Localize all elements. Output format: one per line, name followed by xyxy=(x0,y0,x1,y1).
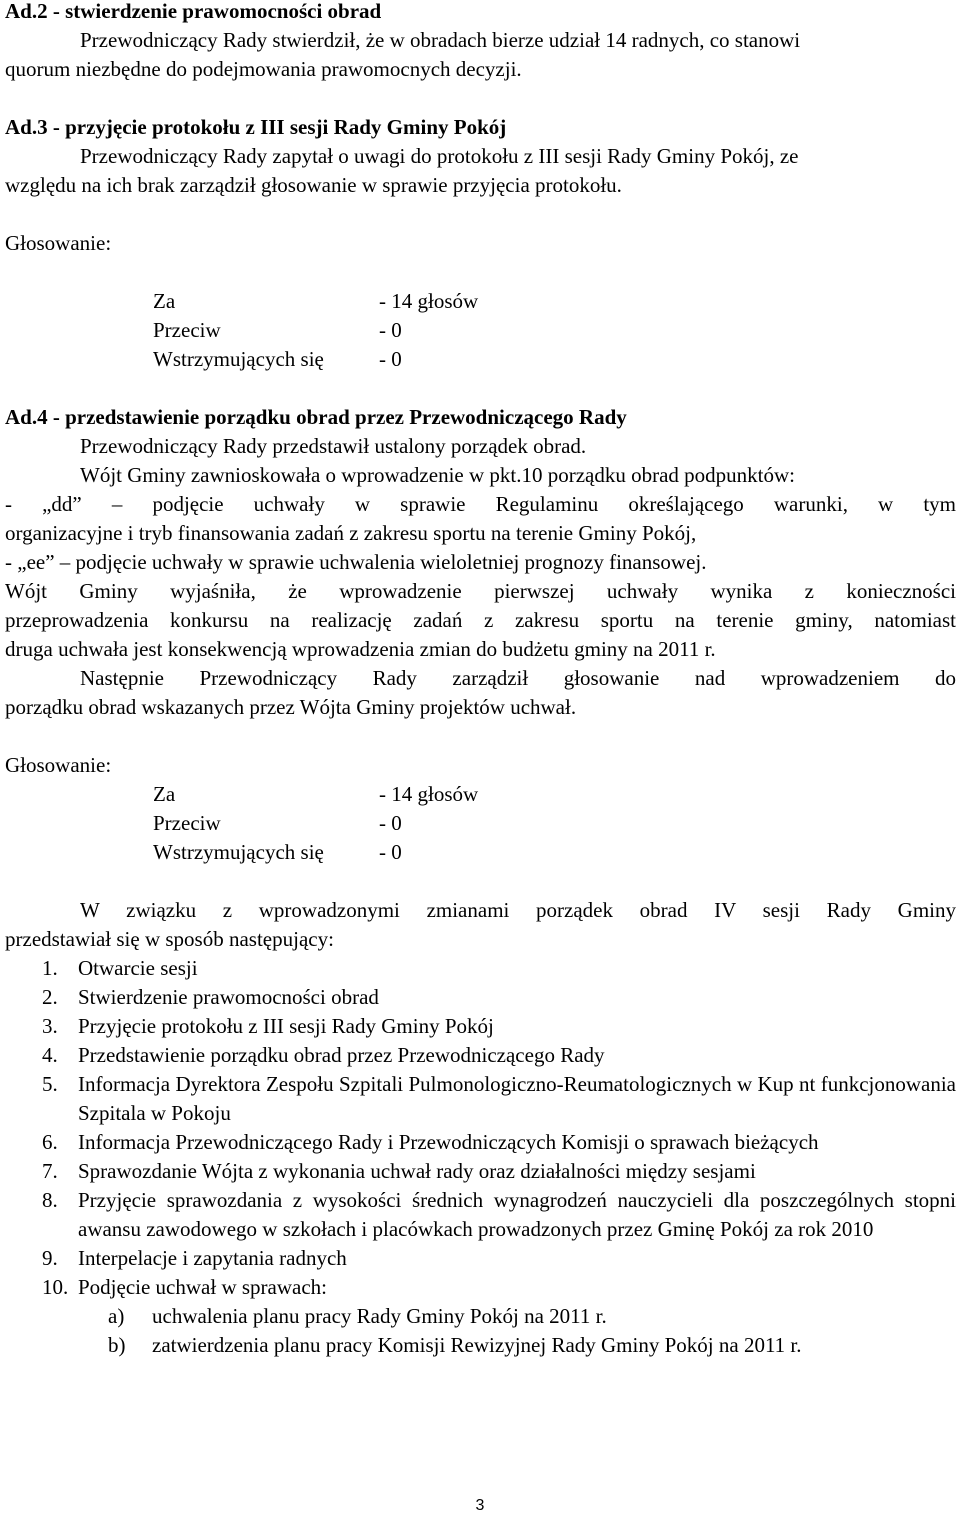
agenda-item: 5. Informacja Dyrektora Zespołu Szpitali Pulmonologiczno-Reumatologicznych w Kup nt funkcjonowania Szpitala w Pokoju xyxy=(42,1072,956,1125)
vote1-za-value: - 14 głosów xyxy=(379,289,479,313)
ad4-text-line2: Wójt Gminy zawnioskowała o wprowadzenie w pkt.10 porządku obrad podpunktów: xyxy=(80,463,796,487)
agenda-item: 7. Sprawozdanie Wójta z wykonania uchwał rady oraz działalności między sesjami xyxy=(42,1159,756,1183)
ad3-heading: Ad.3 - przyjęcie protokołu z III sesji Rady Gminy Pokój xyxy=(5,115,507,139)
ad4-dd-line2: organizacyjne i tryb finansowania zadań z zakresu sportu na terenie Gminy Pokój, xyxy=(5,521,697,545)
ad3-text-line2: względu na ich brak zarządził głosowanie w sprawie przyjęcia protokołu. xyxy=(5,173,622,197)
ad4-heading: Ad.4 - przedstawienie porządku obrad przez Przewodniczącego Rady xyxy=(5,405,627,429)
vote2-wstrz-label: Wstrzymujących się xyxy=(153,840,324,864)
vote1-przeciw-value: - 0 xyxy=(379,318,402,342)
agenda-subitem: b) zatwierdzenia planu pracy Komisji Rewizyjnej Rady Gminy Pokój na 2011 r. xyxy=(108,1333,802,1357)
agenda-item: 3. Przyjęcie protokołu z III sesji Rady Gminy Pokój xyxy=(42,1014,494,1038)
agenda-item: 8. Przyjęcie sprawozdania z wysokości średnich wynagrodzeń nauczycieli dla poszczególnych stopni awansu zawodowego w szkołach i placówkach prowadzonych przez Gminę Pokój za rok 2010 xyxy=(42,1188,956,1241)
ad3-text-line1: Przewodniczący Rady zapytał o uwagi do protokołu z III sesji Rady Gminy Pokój, ze xyxy=(80,144,799,168)
agenda-item: 10. Podjęcie uchwał w sprawach: xyxy=(42,1275,327,1299)
agenda-intro-line2: przedstawiał się w sposób następujący: xyxy=(5,927,334,951)
agenda-intro-line1: W związku z wprowadzonymi zmianami porządek obrad IV sesji Rady Gminy xyxy=(80,898,956,922)
vote1-wstrz-label: Wstrzymujących się xyxy=(153,347,324,371)
ad4-nastepnie-line1: Następnie Przewodniczący Rady zarządził głosowanie nad wprowadzeniem do xyxy=(80,666,956,690)
agenda-item: 6. Informacja Przewodniczącego Rady i Przewodniczących Komisji o sprawach bieżących xyxy=(42,1130,819,1154)
ad2-text-line2: quorum niezbędne do podejmowania prawomocnych decyzji. xyxy=(5,57,522,81)
ad4-nastepnie-line2: porządku obrad wskazanych przez Wójta Gminy projektów uchwał. xyxy=(5,695,577,719)
ad4-wojt-line2: przeprowadzenia konkursu na realizację zadań z zakresu sportu na terenie gminy, natomiast xyxy=(5,608,956,632)
agenda-item: 4. Przedstawienie porządku obrad przez Przewodniczącego Rady xyxy=(42,1043,605,1067)
vote1-wstrz-value: - 0 xyxy=(379,347,402,371)
ad2-text-line1: Przewodniczący Rady stwierdził, że w obradach bierze udział 14 radnych, co stanowi xyxy=(80,28,801,52)
ad4-text-line1: Przewodniczący Rady przedstawił ustalony porządek obrad. xyxy=(80,434,587,458)
vote1-za-label: Za xyxy=(153,289,176,313)
ad4-dd-line1: - „dd” – podjęcie uchwały w sprawie Regulaminu określającego warunki, w tym xyxy=(5,492,956,516)
vote2-label: Głosowanie: xyxy=(5,753,112,777)
agenda-list xyxy=(5,954,956,1360)
page-number: 3 xyxy=(475,1497,485,1514)
vote2-za-value: - 14 głosów xyxy=(379,782,479,806)
agenda-item: 1. Otwarcie sesji xyxy=(42,956,198,980)
vote1-label: Głosowanie: xyxy=(5,231,112,255)
vote1-results xyxy=(153,287,956,374)
ad2-heading: Ad.2 - stwierdzenie prawomocności obrad xyxy=(5,0,382,23)
vote1-przeciw-label: Przeciw xyxy=(153,318,221,342)
vote2-results xyxy=(153,780,956,867)
ad4-wojt-line3: druga uchwała jest konsekwencją wprowadzenia zmian do budżetu gminy na 2011 r. xyxy=(5,637,716,661)
agenda-subitem: a) uchwalenia planu pracy Rady Gminy Pokój na 2011 r. xyxy=(108,1304,607,1328)
vote2-wstrz-value: - 0 xyxy=(379,840,402,864)
vote2-przeciw-label: Przeciw xyxy=(153,811,221,835)
vote2-za-label: Za xyxy=(153,782,176,806)
vote2-przeciw-value: - 0 xyxy=(379,811,402,835)
ad4-wojt-line1: Wójt Gminy wyjaśniła, że wprowadzenie pierwszej uchwały wynika z konieczności xyxy=(5,579,956,603)
document-page xyxy=(5,0,956,1360)
agenda-item: 9. Interpelacje i zapytania radnych xyxy=(42,1246,347,1270)
ad4-ee-line: - „ee” – podjęcie uchwały w sprawie uchwalenia wieloletniej prognozy finansowej. xyxy=(5,550,707,574)
agenda-item: 2. Stwierdzenie prawomocności obrad xyxy=(42,985,379,1009)
